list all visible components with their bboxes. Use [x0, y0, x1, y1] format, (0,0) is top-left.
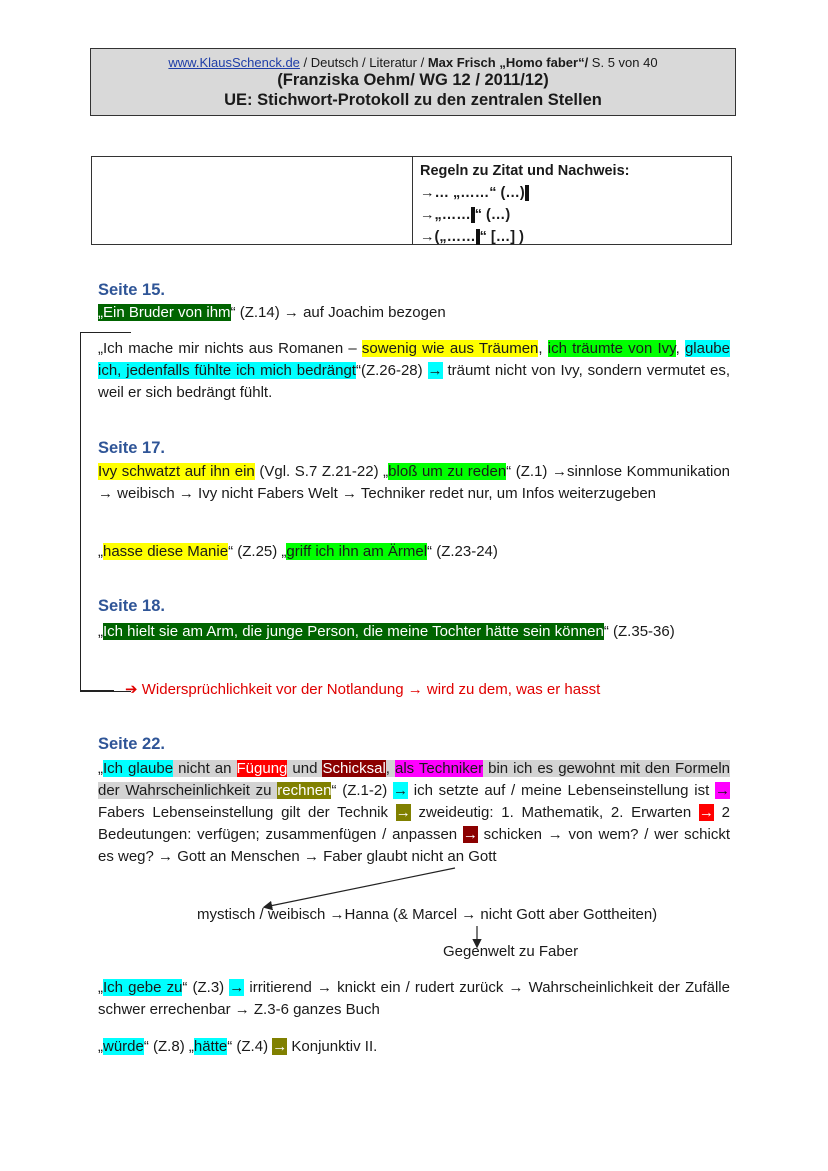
highlight-yellow: hasse diese Manie	[103, 543, 229, 560]
highlight-maroon: Schicksal	[322, 760, 386, 777]
header-path: / Deutsch / Literatur /	[299, 55, 428, 70]
text: ich setzte auf / meine Lebenseinstellung ist	[407, 782, 715, 799]
s15-ref: “ (Z.14) → auf Joachim bezogen	[230, 304, 446, 321]
highlight-gray: bin ich es gewohnt mit den Formeln der Wahrscheinlichkeit zu	[98, 760, 730, 799]
arrow-icon: →	[427, 362, 443, 379]
highlight-cyan: Ich gebe zu	[103, 979, 183, 996]
quote-highlight: Ich hielt sie am Arm, die junge Person, die meine Tochter hätte sein können	[103, 623, 604, 640]
text: “ (Z.4)	[227, 1038, 273, 1055]
text: zweideutig: 1. Mathematik, 2. Erwarten	[410, 804, 699, 821]
punct-marker: .	[524, 185, 529, 201]
heading-seite-17: Seite 17.	[98, 439, 165, 457]
rule-3-text-a: →(„……	[420, 229, 476, 245]
text: irritierend → knickt ein / rudert zurück → Wahrscheinlichkeit der Zufälle schwer errechenbar → Z.3-6 ganzes Buch	[98, 979, 730, 1018]
header-book: Max Frisch „Homo faber“/	[427, 55, 589, 70]
text: 2 Bedeutungen: verfügen; zusammenfügen / anpassen	[98, 804, 730, 843]
highlight-olive: rechnen	[277, 782, 332, 799]
annotation-note: mystisch / weibisch →Hanna (& Marcel → nicht Gott aber Gottheiten)	[197, 906, 658, 923]
text: „Ich mache mir nichts aus Romanen –	[98, 340, 362, 357]
annotation-note-2: Gegenwelt zu Faber	[443, 943, 579, 960]
text: “ (Z.1) →sinnlose Kommunikation → weibisch → Ivy nicht Fabers Welt → Techniker redet nur, um Infos weiterzugeben	[98, 463, 731, 502]
author-line: (Franziska Oehm/ WG 12 / 2011/12)	[277, 71, 549, 89]
text: “ (Z.3)	[182, 979, 230, 996]
highlight-yellow: sowenig wie aus Träumen	[361, 340, 539, 357]
text: “ (Z.25) „	[228, 543, 287, 560]
quote-highlight: „Ein Bruder von ihm	[98, 304, 231, 321]
s22-paragraph: „Ich glaube nicht an Fügung und Schicksal, als Techniker bin ich es gewohnt mit den Formeln der Wahrscheinlichkeit zu rechnen“ (Z.1-2) → ich setzte auf / meine Lebenseinstellung ist → Fabers Lebenseinstellung gilt der Technik → zweideutig: 1. Mathematik, 2. Erwarten → 2 Bedeutungen: verfügen; zusammenfügen / anpassen → schicken → von wem? / wer schickt es weg? → Gott an Menschen → Faber glaubt nicht an Gott	[98, 760, 730, 865]
text: ,	[675, 340, 685, 357]
highlight-green: griff ich ihn am Ärmel	[286, 543, 428, 560]
text: Konjunktiv II.	[287, 1038, 378, 1055]
highlight-cyan: hätte	[193, 1038, 228, 1055]
highlight-red: Fügung	[236, 760, 288, 777]
arrow-icon: ➔	[125, 681, 142, 698]
rule-2-text-b: “ (…)	[474, 207, 511, 223]
arrow-icon: →	[698, 804, 714, 821]
text: (Vgl. S.7 Z.21-22) „	[254, 463, 389, 480]
rule-2-text-a: →„……	[420, 207, 471, 223]
s17-quotes: „hasse diese Manie“ (Z.25) „griff ich ihn am Ärmel“ (Z.23-24)	[98, 543, 498, 560]
arrow-icon: →	[715, 782, 730, 799]
highlight-yellow: Ivy schwatzt auf ihn ein	[98, 463, 255, 480]
s18-quote-line: „Ich hielt sie am Arm, die junge Person, die meine Tochter hätte sein können“ (Z.35-36)	[98, 623, 675, 640]
text: “ (Z.23-24)	[427, 543, 498, 560]
highlight-green: bloß um zu reden	[388, 463, 507, 480]
highlight-gray: und	[287, 760, 323, 777]
arrow-icon: →	[395, 804, 411, 821]
punct-marker: .	[475, 229, 480, 245]
arrow-icon: →	[229, 979, 245, 996]
text: träumt nicht von Ivy, sondern vermutet es, weil er sich bedrängt fühlt.	[98, 362, 730, 401]
arrow-icon: →	[392, 782, 408, 799]
highlight-gray: nicht an	[173, 760, 237, 777]
rule-3-text-b: “ […] )	[479, 229, 524, 245]
rule-1-text: →… „……“ (…)	[420, 185, 525, 201]
highlight-green: ich träumte von Ivy	[547, 340, 676, 357]
s22-quote-2: „Ich gebe zu“ (Z.3) → irritierend → knickt ein / rudert zurück → Wahrscheinlichkeit der Zufälle schwer errechenbar → Z.3-6 ganzes Buch	[98, 979, 730, 1018]
arrow-icon: →	[272, 1038, 288, 1055]
text: ,	[538, 340, 548, 357]
text: “(Z.26-28)	[355, 362, 428, 379]
header-page: S. 5 von 40	[588, 55, 658, 70]
text: “ (Z.8) „	[143, 1038, 194, 1055]
highlight-cyan: glaube ich, jedenfalls fühlte ich mich bedrängt	[98, 340, 730, 379]
highlight-cyan: würde	[103, 1038, 144, 1055]
heading-seite-22: Seite 22.	[98, 735, 165, 753]
rules-title: Regeln zu Zitat und Nachweis:	[420, 163, 630, 179]
text: “ (Z.1-2)	[331, 782, 393, 799]
s22-konjunktiv: „würde“ (Z.8) „hätte“ (Z.4) → Konjunktiv II.	[98, 1038, 378, 1055]
arrow-icon: →	[462, 826, 478, 843]
punct-marker: .	[470, 207, 475, 223]
highlight-gray: ,	[385, 760, 395, 777]
text: schicken → von wem? / wer schickt es weg? → Gott an Menschen → Faber glaubt nicht an Gott	[98, 826, 730, 865]
highlight-cyan: Ich glaube	[103, 760, 174, 777]
text: Fabers Lebenseinstellung gilt der Technik	[98, 804, 396, 821]
website-link[interactable]: www.KlausSchenck.de	[168, 55, 300, 70]
heading-seite-15: Seite 15.	[98, 281, 165, 299]
highlight-magenta: als Techniker	[394, 760, 484, 777]
annotation-arrow-1	[265, 868, 455, 907]
page-title: UE: Stichwort-Protokoll zu den zentralen Stellen	[224, 91, 602, 109]
text: “ (Z.35-36)	[603, 623, 675, 640]
conclusion-text: Widersprüchlichkeit vor der Notlandung → wird zu dem, was er hasst	[141, 681, 601, 698]
heading-seite-18: Seite 18.	[98, 597, 165, 615]
